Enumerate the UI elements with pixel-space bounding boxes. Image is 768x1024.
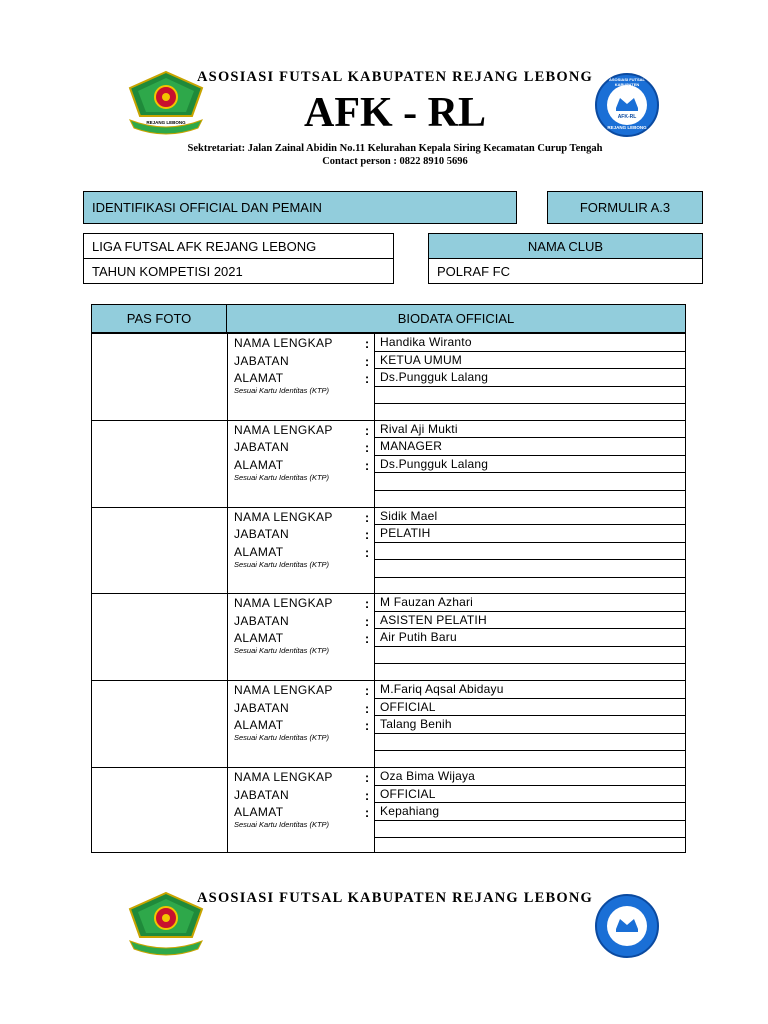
- club-name: POLRAF FC: [428, 258, 703, 284]
- address-line: Sektretariat: Jalan Zainal Abidin No.11 Kelurahan Kepala Siring Kecamatan Curup Tengah: [187, 143, 603, 154]
- address-value: Talang Benih: [374, 716, 685, 734]
- official-row: [92, 680, 685, 767]
- position-value: OFFICIAL: [374, 699, 685, 717]
- colon-separator: :: [364, 422, 370, 438]
- address-label: ALAMAT: [234, 631, 284, 646]
- id-card-note: Sesuai Kartu Identitas (KTP): [234, 559, 330, 569]
- position-value: OFFICIAL: [374, 786, 685, 804]
- right-logo-bottom-text: REJANG LEBONG: [607, 125, 647, 130]
- official-row: [92, 507, 685, 594]
- colon-separator: :: [364, 787, 370, 803]
- full-name-value: Sidik Mael: [374, 508, 685, 526]
- position-value: MANAGER: [374, 438, 685, 456]
- footer-org-name: ASOSIASI FUTSAL KABUPATEN REJANG LEBONG: [197, 890, 593, 906]
- position-label: JABATAN: [234, 700, 290, 715]
- colon-separator: :: [364, 718, 370, 734]
- position-value: PELATIH: [374, 525, 685, 543]
- league-name: LIGA FUTSAL AFK REJANG LEBONG: [83, 233, 394, 259]
- colon-separator: :: [364, 440, 370, 456]
- competition-year: TAHUN KOMPETISI 2021: [83, 258, 394, 284]
- position-label: JABATAN: [234, 613, 290, 628]
- colon-separator: :: [364, 770, 370, 785]
- id-card-note: Sesuai Kartu Identitas (KTP): [234, 820, 330, 829]
- id-card-note: Sesuai Kartu Identitas (KTP): [234, 733, 330, 743]
- full-name-value: M.Fariq Aqsal Abidayu: [374, 681, 685, 699]
- colon-separator: :: [364, 683, 370, 699]
- right-logo-top-text: ASOSIASI FUTSAL KABUPATEN: [608, 77, 645, 87]
- address-extra-line: [374, 387, 685, 405]
- address-extra-line: [374, 838, 685, 856]
- full-name-value: Rival Aji Mukti: [374, 421, 685, 439]
- address-value: Air Putih Baru: [374, 629, 685, 647]
- full-name-label: NAMA LENGKAP: [234, 596, 333, 611]
- club-label: NAMA CLUB: [428, 233, 703, 259]
- colon-separator: :: [364, 631, 370, 647]
- full-name-label: NAMA LENGKAP: [234, 683, 333, 698]
- address-label: ALAMAT: [234, 718, 284, 733]
- colon-separator: :: [364, 544, 370, 560]
- colon-separator: :: [364, 613, 370, 629]
- full-name-value: Oza Bima Wijaya: [374, 768, 685, 786]
- colon-separator: :: [364, 527, 370, 543]
- contact-line: Contact person : 0822 8910 5696: [322, 156, 468, 167]
- colon-separator: :: [364, 457, 370, 473]
- form-code: FORMULIR A.3: [547, 191, 703, 224]
- position-label: JABATAN: [234, 527, 290, 542]
- address-extra-line: [374, 473, 685, 491]
- position-value: ASISTEN PELATIH: [374, 612, 685, 630]
- address-extra-line: [374, 647, 685, 665]
- address-extra-line: [374, 821, 685, 839]
- id-card-note: Sesuai Kartu Identitas (KTP): [234, 646, 330, 656]
- address-value: [374, 543, 685, 561]
- colon-separator: :: [364, 596, 370, 612]
- colon-separator: :: [364, 353, 370, 369]
- position-label: JABATAN: [234, 440, 290, 455]
- address-label: ALAMAT: [234, 457, 284, 472]
- address-extra-line: [374, 734, 685, 752]
- official-row: [92, 333, 685, 420]
- full-name-value: M Fauzan Azhari: [374, 594, 685, 612]
- position-label: JABATAN: [234, 353, 290, 368]
- address-value: Ds.Pungguk Lalang: [374, 369, 685, 387]
- full-name-label: NAMA LENGKAP: [234, 336, 333, 350]
- address-value: Kepahiang: [374, 803, 685, 821]
- full-name-label: NAMA LENGKAP: [234, 770, 333, 784]
- officials-table: [91, 304, 686, 853]
- colon-separator: :: [364, 805, 370, 820]
- left-logo-banner: REJANG LEBONG: [146, 120, 186, 125]
- address-label: ALAMAT: [234, 805, 284, 819]
- colon-separator: :: [364, 700, 370, 716]
- address-extra-line: [374, 560, 685, 578]
- colon-separator: :: [364, 336, 370, 351]
- address-label: ALAMAT: [234, 371, 284, 385]
- id-card-note: Sesuai Kartu Identitas (KTP): [234, 472, 330, 482]
- official-row: [92, 593, 685, 680]
- official-row: [92, 420, 685, 507]
- position-label: JABATAN: [234, 787, 290, 802]
- colon-separator: :: [364, 509, 370, 525]
- page-title: AFK - RL: [304, 90, 486, 136]
- address-label: ALAMAT: [234, 544, 284, 559]
- photo-header: PAS FOTO: [92, 305, 227, 333]
- position-value: KETUA UMUM: [374, 352, 685, 370]
- id-card-note: Sesuai Kartu Identitas (KTP): [234, 386, 330, 395]
- biodata-header: BIODATA OFFICIAL: [227, 305, 685, 333]
- org-name: ASOSIASI FUTSAL KABUPATEN REJANG LEBONG: [197, 69, 593, 85]
- official-row: [92, 767, 685, 854]
- address-value: Ds.Pungguk Lalang: [374, 456, 685, 474]
- identification-title: IDENTIFIKASI OFFICIAL DAN PEMAIN: [83, 191, 517, 224]
- full-name-value: Handika Wiranto: [374, 334, 685, 352]
- colon-separator: :: [364, 371, 370, 386]
- full-name-label: NAMA LENGKAP: [234, 509, 333, 524]
- full-name-label: NAMA LENGKAP: [234, 422, 333, 437]
- right-logo-center-text: AFK-RL: [617, 114, 637, 120]
